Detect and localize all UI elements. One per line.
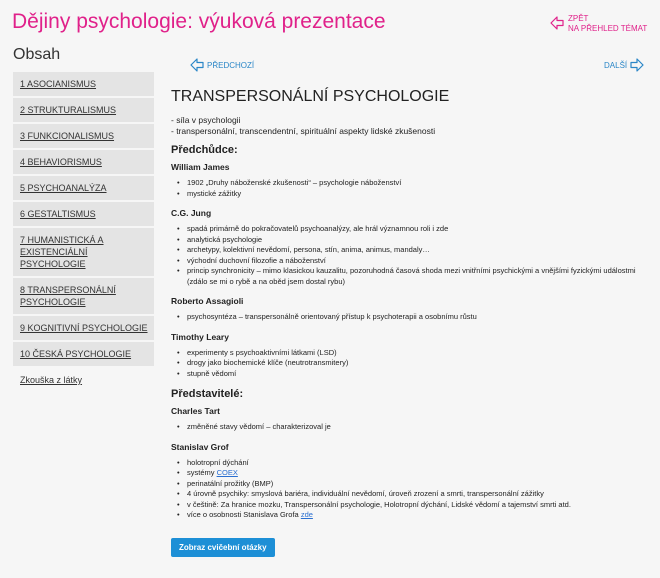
- back-label-line2: NA PŘEHLED TÉMAT: [568, 24, 648, 33]
- grof-more-prefix: více o osobnosti Stanislava Grofa: [187, 510, 301, 519]
- page-title: TRANSPERSONÁLNÍ PSYCHOLOGIE: [171, 88, 450, 105]
- representatives-heading: Představitelé:: [171, 388, 244, 400]
- list-item: • experimenty s psychoaktivními látkami (LSD): [177, 348, 651, 359]
- back-arrow-icon: [550, 16, 564, 30]
- list-item: • východní duchovní filozofie a náboženství: [177, 256, 651, 267]
- list-item: [177, 510, 651, 521]
- coex-link[interactable]: COEX: [216, 468, 238, 477]
- person-name-grof: Stanislav Grof: [171, 441, 229, 452]
- previous-label: PŘEDCHOZÍ: [207, 60, 255, 70]
- person-name-assagioli: Roberto Assagioli: [171, 296, 244, 306]
- next-label: DALŠÍ: [604, 60, 628, 70]
- list-item: • perinatální prožitky (BMP): [177, 479, 651, 490]
- sidebar-item-kognitivni[interactable]: 9 KOGNITIVNÍ PSYCHOLOGIE: [13, 316, 154, 342]
- grof-list: [177, 458, 651, 521]
- list-item: • psychosyntéza – transpersonálně orientovaný přístup k psychoterapii a osobnímu růstu: [177, 312, 651, 323]
- tart-list: [177, 422, 651, 433]
- leary-list: [177, 348, 651, 380]
- list-item: • stupně vědomí: [177, 369, 651, 380]
- back-label-line1: ZPĚT: [568, 14, 589, 23]
- back-to-topics-link[interactable]: [550, 14, 660, 34]
- sidebar-item-asocianismus[interactable]: 1 ASOCIANISMUS: [13, 72, 154, 98]
- sidebar-item-gestaltismus[interactable]: 6 GESTALTISMUS: [13, 202, 154, 228]
- main-content: [171, 88, 651, 557]
- sidebar-title: Obsah: [13, 46, 61, 63]
- james-list: [177, 178, 651, 199]
- show-exercise-questions-button[interactable]: Zobraz cvičební otázky: [171, 538, 275, 557]
- list-item: • v češtině: Za hranice mozku, Transpersonální psychologie, Holotropní dýchání, Lidské vědomí a tajemství smrti atd.: [177, 500, 651, 511]
- jung-list: [177, 224, 651, 287]
- sidebar-nav: [13, 72, 154, 394]
- list-item: • změněné stavy vědomí – charakterizoval je: [177, 422, 651, 433]
- grof-more-link[interactable]: zde: [300, 510, 313, 519]
- coex-prefix: systémy: [187, 468, 217, 477]
- predecessors-heading: Předchůdce:: [171, 144, 238, 156]
- list-item: • 1902 „Druhy náboženské zkušenosti“ – psychologie náboženství: [177, 178, 651, 189]
- list-item: • archetypy, kolektivní nevědomí, persona, stín, anima, animus, mandaly…: [177, 245, 651, 256]
- person-name-jung: C.G. Jung: [171, 208, 212, 218]
- arrow-left-icon: [190, 58, 204, 72]
- person-name-leary: Timothy Leary: [171, 331, 229, 342]
- person-name-tart: Charles Tart: [171, 406, 220, 416]
- intro-line: - transpersonální, transcendentní, spirituální aspekty lidské zkušenosti: [171, 126, 436, 136]
- assagioli-list: [177, 312, 651, 323]
- list-item: • spadá primárně do pokračovatelů psychoanalýzy, ale hrál významnou roli i zde: [177, 224, 651, 235]
- list-item: • princip synchronicity – mimo klasickou kauzalitu, pozoruhodná časová shoda mezi vnitřními psychickými a vnějšími fyzickými událostmi (zdálo se mi o rybě a na oběd jsem dostal rybu): [177, 266, 651, 287]
- site-title: Dějiny psychologie: výuková prezentace: [12, 10, 386, 33]
- list-item: • analytická psychologie: [177, 235, 651, 246]
- previous-link[interactable]: [190, 58, 254, 72]
- sidebar-item-ceska[interactable]: 10 ČESKÁ PSYCHOLOGIE: [13, 342, 154, 368]
- sidebar-item-transpersonalni[interactable]: 8 TRANSPERSONÁLNÍ PSYCHOLOGIE: [13, 278, 154, 316]
- sidebar-item-humanisticka[interactable]: 7 HUMANISTICKÁ A EXISTENCIÁLNÍ PSYCHOLOGIE: [13, 228, 154, 278]
- sidebar-item-zkouska[interactable]: Zkouška z látky: [13, 368, 154, 394]
- list-item: • drogy jako biochemické klíče (neutrotransmitery): [177, 358, 651, 369]
- next-link[interactable]: [604, 58, 644, 72]
- list-item: • mystické zážitky: [177, 189, 651, 200]
- person-name-james: William James: [171, 162, 230, 172]
- sidebar-item-funkcionalismus[interactable]: 3 FUNKCIONALISMUS: [13, 124, 154, 150]
- arrow-right-icon: [630, 58, 644, 72]
- sidebar-item-strukturalismus[interactable]: 2 STRUKTURALISMUS: [13, 98, 154, 124]
- list-item: • holotropní dýchání: [177, 458, 651, 469]
- sidebar-item-psychoanalyza[interactable]: 5 PSYCHOANALÝZA: [13, 176, 154, 202]
- intro-line: - síla v psychologii: [171, 115, 241, 125]
- list-item: [177, 468, 651, 479]
- sidebar-item-behaviorismus[interactable]: 4 BEHAVIORISMUS: [13, 150, 154, 176]
- list-item: • 4 úrovně psychiky: smyslová bariéra, individuální nevědomí, úroveň zrození a smrti, transpersonální zážitky: [177, 489, 651, 500]
